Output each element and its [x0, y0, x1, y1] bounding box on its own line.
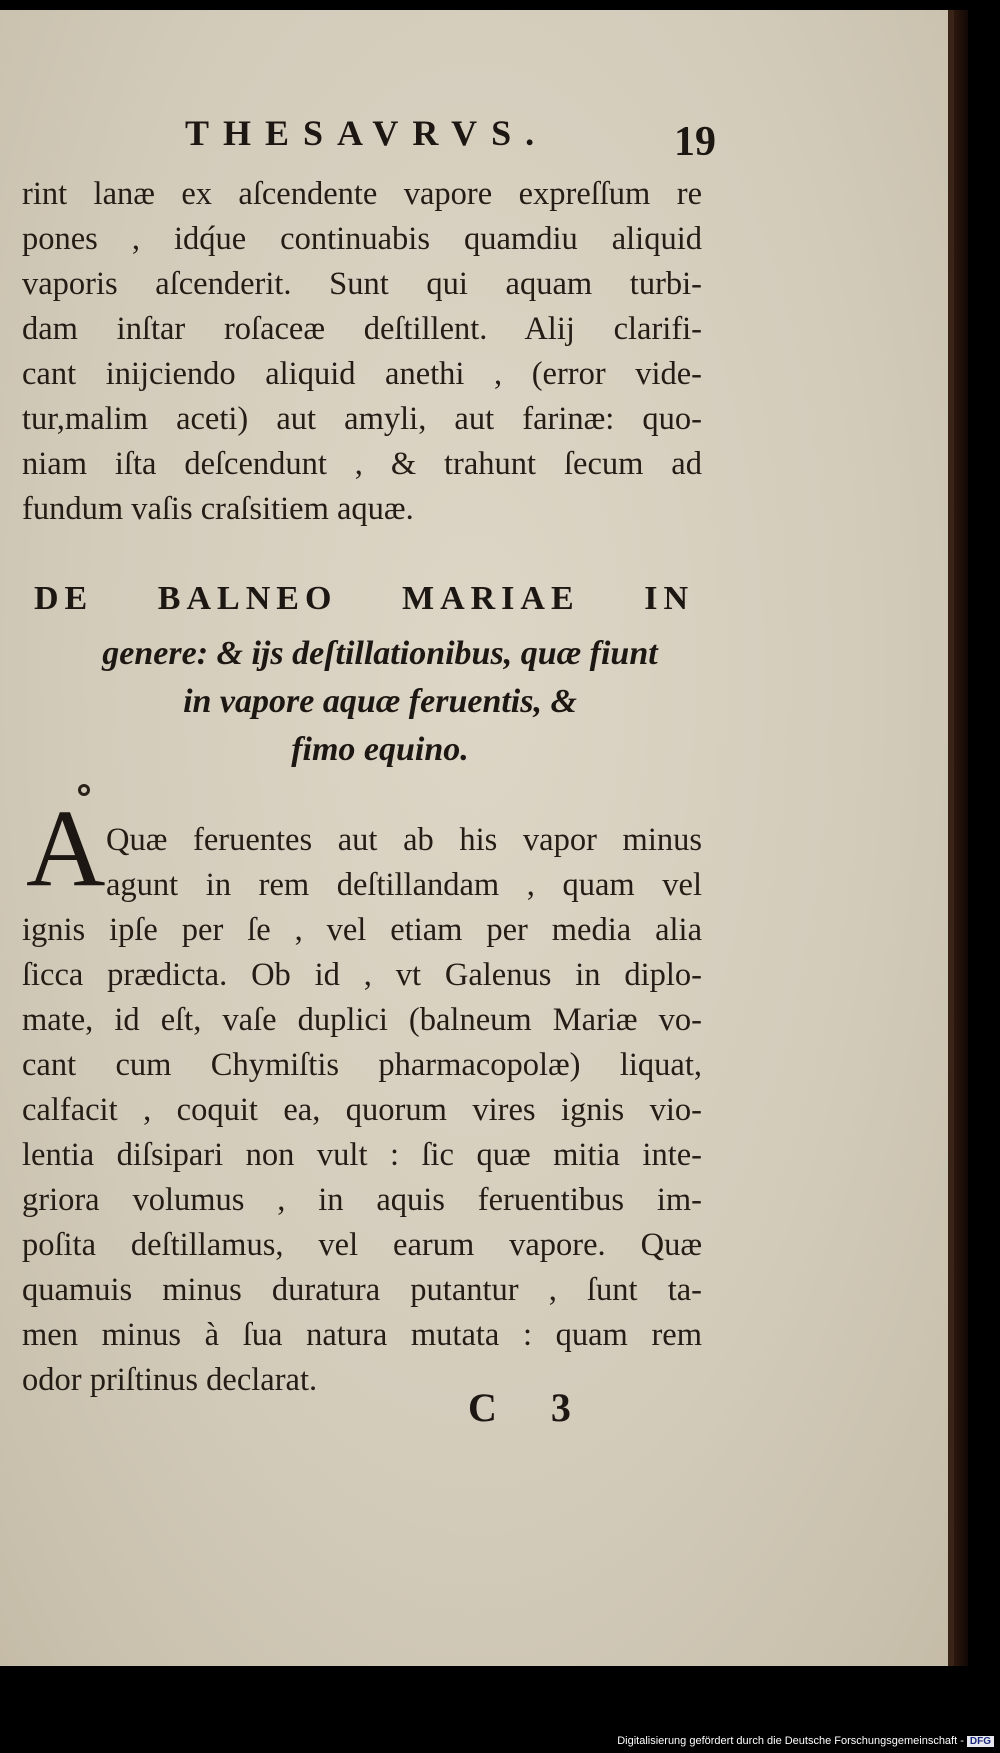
text-line: ignis ipſe per ſe , vel etiam per media alia: [22, 912, 702, 948]
drop-cap: A: [26, 787, 106, 909]
section-heading-italic: [60, 630, 700, 774]
paragraph-1: [22, 172, 702, 532]
text-line: niam iſta deſcendunt , & trahunt ſecum ad: [22, 446, 702, 482]
text-line: pones , idq́ue continuabis quamdiu aliquid: [22, 221, 702, 257]
running-head: THESAVRVS.: [185, 113, 549, 153]
text-line: calfacit , coquit ea, quorum vires ignis vio-: [22, 1092, 702, 1128]
text-line: men minus à ſua natura mutata : quam rem: [22, 1317, 702, 1353]
text-line: cant inijciendo aliquid anethi , (error vide-: [22, 356, 702, 392]
text-line: mate, id eſt, vaſe duplici (balneum Mariæ vo-: [22, 1002, 702, 1038]
text-line: lentia diſsipari non vult : ſic quæ mitia inte-: [22, 1137, 702, 1173]
text-line: rint lanæ ex aſcendente vapore expreſſum re: [22, 176, 702, 212]
text-line: cant cum Chymiſtis pharmacopolæ) liquat,: [22, 1047, 702, 1083]
heading-line: genere: & ijs deſtillationibus, quæ fiunt: [102, 635, 658, 672]
paragraph-2: [22, 818, 702, 1403]
text-line: agunt in rem deſtillandam , quam vel: [106, 867, 702, 903]
text-line: griora volumus , in aquis feruentibus im-: [22, 1182, 702, 1218]
text-line: ſicca prædicta. Ob id , vt Galenus in diplo-: [22, 957, 702, 993]
section-heading-caps: DE BALNEO MARIAE IN: [34, 580, 694, 617]
heading-line: in vapore aquæ feruentis, &: [183, 683, 577, 720]
text-line: Quæ feruentes aut ab his vapor minus: [106, 822, 702, 858]
page-number: 19: [674, 119, 716, 165]
text-line: odor priſtinus declarat.: [22, 1362, 318, 1398]
digitization-credit: [617, 1735, 994, 1747]
text-line: poſita deſtillamus, vel earum vapore. Quæ: [22, 1227, 702, 1263]
credit-text: Digitalisierung gefördert durch die Deutsche Forschungsgemeinschaft -: [617, 1735, 964, 1747]
page-edge: [954, 10, 968, 1666]
text-line: dam inſtar roſaceæ deſtillent. Alij clarifi-: [22, 311, 702, 347]
heading-line: fimo equino.: [291, 731, 469, 768]
signature-mark: C 3: [468, 1385, 593, 1430]
text-line: quamuis minus duratura putantur , ſunt ta-: [22, 1272, 702, 1308]
dfg-logo-icon: DFG: [967, 1736, 994, 1747]
text-line: tur,malim aceti) aut amyli, aut farinæ: quo-: [22, 401, 702, 437]
text-line: fundum vaſis craſsitiem aquæ.: [22, 491, 414, 527]
text-line: vaporis aſcenderit. Sunt qui aquam turbi-: [22, 266, 702, 302]
